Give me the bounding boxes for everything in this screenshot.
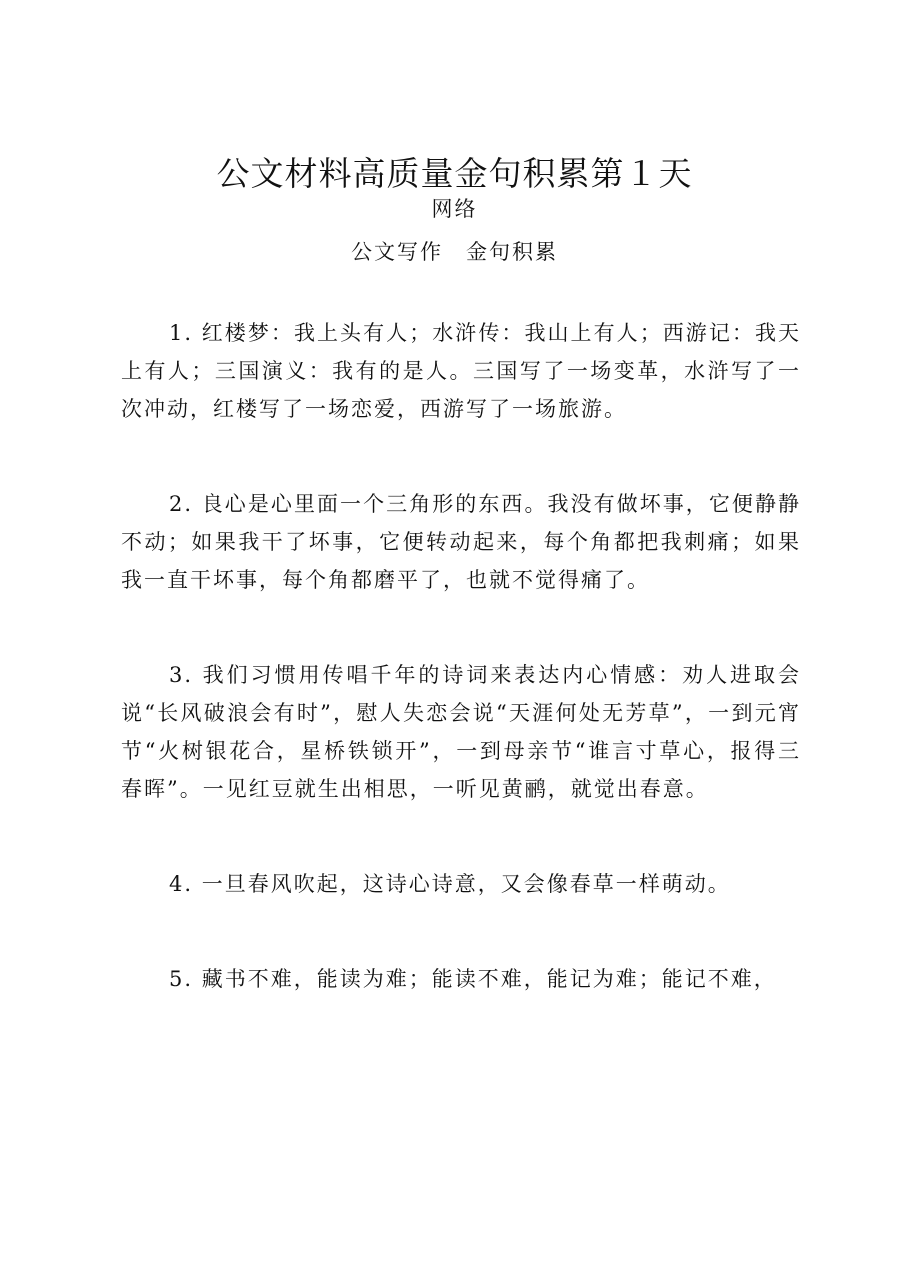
paragraph-1: 1. 红楼梦：我上头有人；水浒传：我山上有人；西游记：我天上有人；三国演义：我有的是人。三国写了一场变革，水浒写了一次冲动，红楼写了一场恋爱，西游写了一场旅游。 bbox=[121, 321, 801, 421]
paragraph-4: 4. 一旦春风吹起，这诗心诗意，又会像春草一样萌动。 bbox=[169, 872, 731, 896]
document-title: 公文材料高质量金句积累第１天 bbox=[216, 154, 693, 193]
paragraph-2: 2. 良心是心里面一个三角形的东西。我没有做坏事，它便静静不动；如果我干了坏事，它便转动起来，每个角都把我刺痛；如果我一直干坏事，每个角都磨平了，也就不觉得痛了。 bbox=[121, 492, 801, 592]
document-author: 网络 bbox=[431, 197, 478, 221]
paragraph-3: 3. 我们习惯用传唱千年的诗词来表达内心情感：劝人进取会说“长风破浪会有时”，慰人失恋会说“天涯何处无芳草”，一到元宵节“火树银花合，星桥铁锁开”，一到母亲节“谁言寸草心，报得三春晖”。一见红豆就生出相思，一听见黄鹂，就觉出春意。 bbox=[121, 663, 801, 801]
document-tags: 公文写作 金句积累 bbox=[351, 240, 558, 264]
paragraph-5: 5. 藏书不难，能读为难；能读不难，能记为难；能记不难， bbox=[169, 967, 777, 991]
document-body bbox=[121, 314, 801, 998]
